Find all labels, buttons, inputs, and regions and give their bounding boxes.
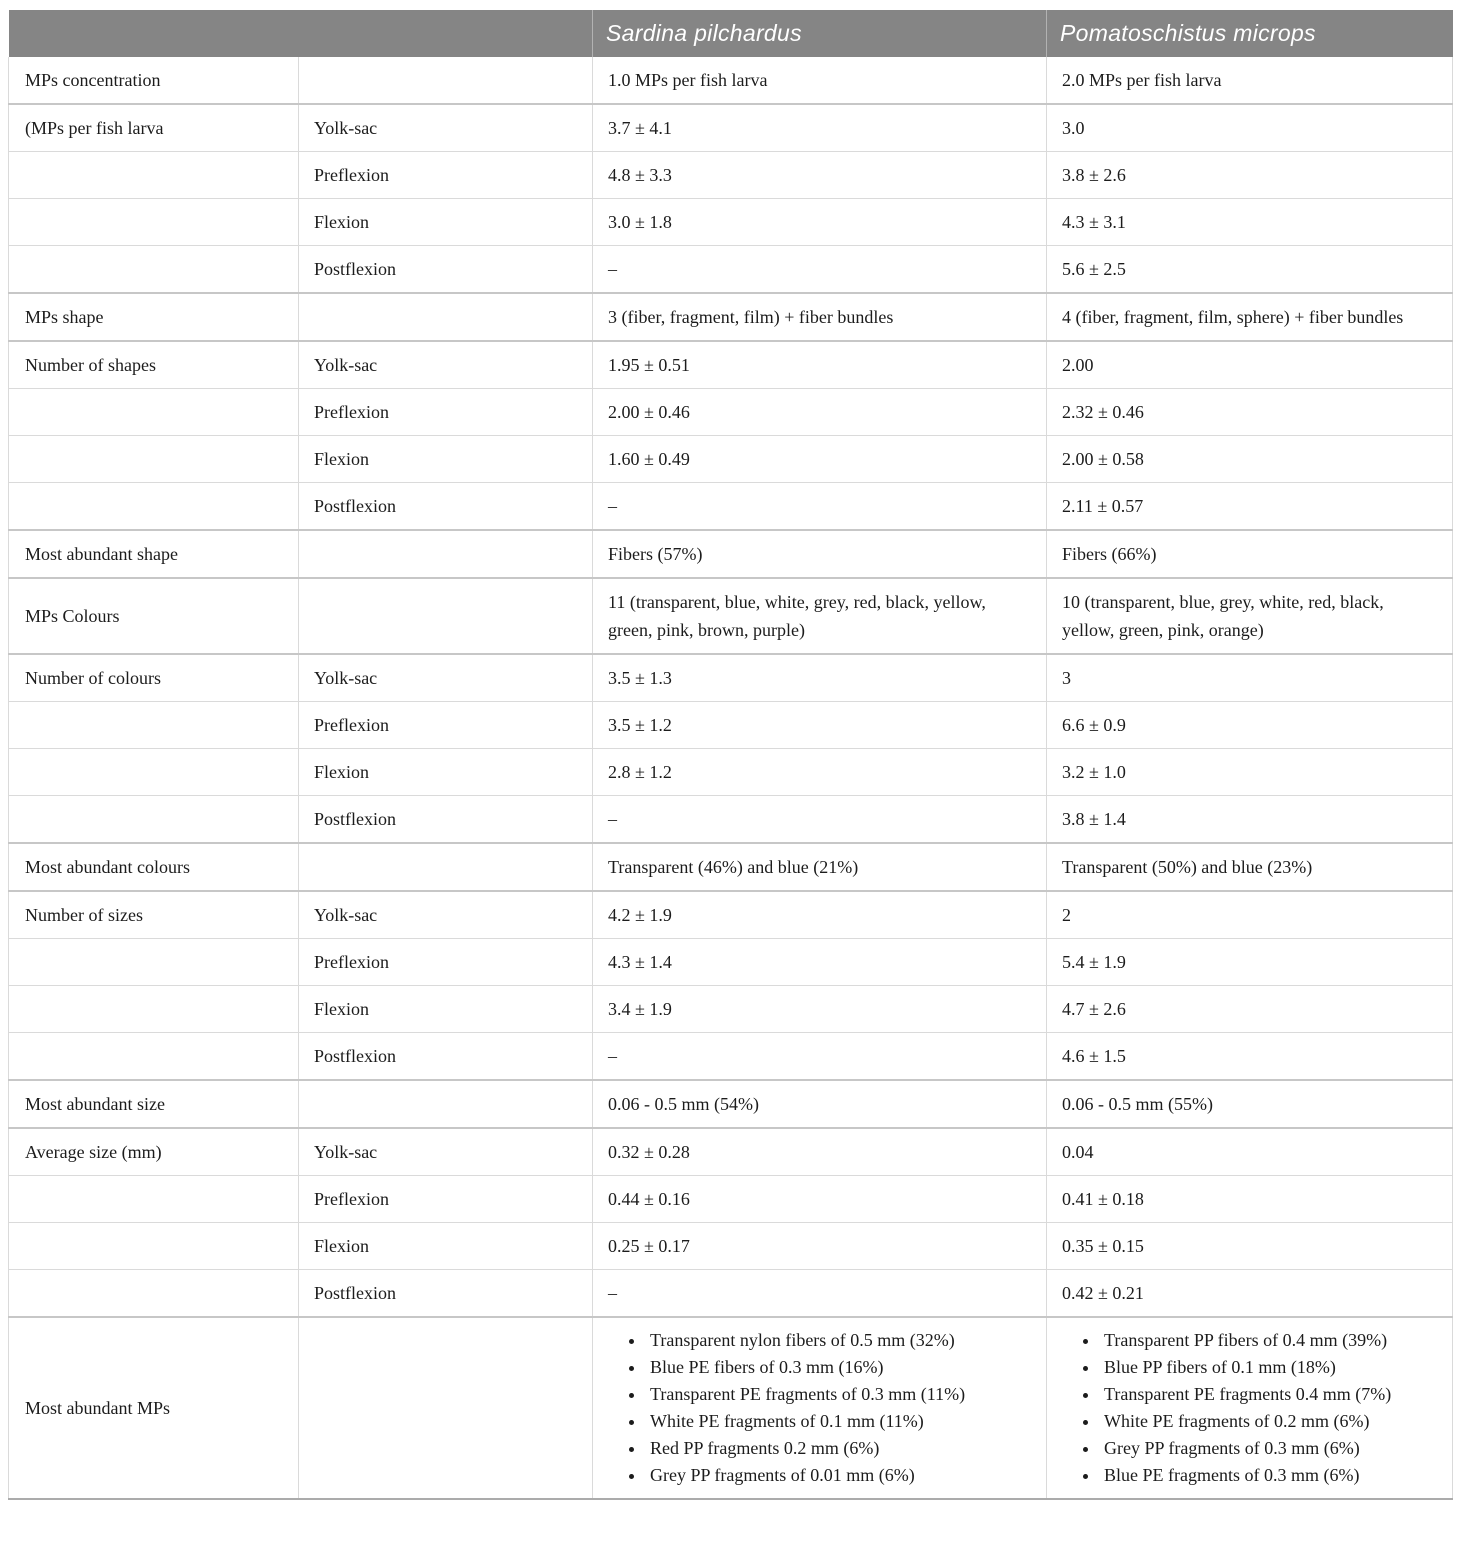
list-item: • White PE fragments of 0.2 mm (6%) (1100, 1408, 1437, 1435)
table-row (9, 1270, 1453, 1318)
stage-cell: Flexion (299, 1223, 593, 1270)
sardina-value-cell: 3 (fiber, fragment, film) + fiber bundles (593, 293, 1047, 341)
pomatoschistus-value-cell: 3.8 ± 1.4 (1047, 796, 1453, 844)
table-row (9, 341, 1453, 389)
sardina-value-cell: 1.60 ± 0.49 (593, 436, 1047, 483)
row-label-cell: Number of colours (9, 654, 299, 702)
stage-cell: Postflexion (299, 483, 593, 531)
list-item: • Grey PP fragments of 0.3 mm (6%) (1100, 1435, 1437, 1462)
row-label-cell: Most abundant shape (9, 530, 299, 578)
pomatoschistus-value-cell: 3.8 ± 2.6 (1047, 152, 1453, 199)
list-item: • Blue PE fibers of 0.3 mm (16%) (646, 1354, 1031, 1381)
sardina-value-cell: – (593, 1033, 1047, 1081)
list-item: • Transparent PE fragments 0.4 mm (7%) (1100, 1381, 1437, 1408)
list-item: • Transparent nylon fibers of 0.5 mm (32%) (646, 1327, 1031, 1354)
pomatoschistus-value-cell: 6.6 ± 0.9 (1047, 702, 1453, 749)
mps-characteristics-table-container (8, 10, 1452, 1500)
pomatoschistus-value-cell: 10 (transparent, blue, grey, white, red, black, yellow, green, pink, orange) (1047, 578, 1453, 654)
stage-cell: Yolk-sac (299, 891, 593, 939)
stage-cell: Preflexion (299, 702, 593, 749)
row-label-cell (9, 246, 299, 294)
row-label-cell: Most abundant colours (9, 843, 299, 891)
sardina-value-cell: 3.7 ± 4.1 (593, 104, 1047, 152)
pomatoschistus-value-cell: 4.6 ± 1.5 (1047, 1033, 1453, 1081)
stage-cell (299, 530, 593, 578)
pomatoschistus-value-cell: 2.00 (1047, 341, 1453, 389)
stage-cell: Yolk-sac (299, 654, 593, 702)
table-row (9, 57, 1453, 104)
table-row (9, 986, 1453, 1033)
stage-cell: Preflexion (299, 1176, 593, 1223)
sardina-value-cell: – (593, 796, 1047, 844)
table-row (9, 152, 1453, 199)
pomatoschistus-value-cell: 2.00 ± 0.58 (1047, 436, 1453, 483)
table-row (9, 483, 1453, 531)
row-label-cell (9, 702, 299, 749)
table-row (9, 1128, 1453, 1176)
row-label-cell (9, 199, 299, 246)
pomatoschistus-value-cell: 2 (1047, 891, 1453, 939)
sardina-value-cell: – (593, 246, 1047, 294)
column-header-pomatoschistus-microps: Pomatoschistus microps (1047, 10, 1453, 57)
list-item: • White PE fragments of 0.1 mm (11%) (646, 1408, 1031, 1435)
column-header-sardina-pilchardus: Sardina pilchardus (593, 10, 1047, 57)
table-row (9, 1080, 1453, 1128)
stage-cell (299, 1080, 593, 1128)
pomatoschistus-value-cell: 3.2 ± 1.0 (1047, 749, 1453, 796)
sardina-value-cell: Fibers (57%) (593, 530, 1047, 578)
stage-cell: Postflexion (299, 1033, 593, 1081)
table-row (9, 654, 1453, 702)
stage-cell: Postflexion (299, 796, 593, 844)
pomatoschistus-value-cell: Transparent (50%) and blue (23%) (1047, 843, 1453, 891)
pomatoschistus-value-cell: 0.41 ± 0.18 (1047, 1176, 1453, 1223)
row-label-cell: Number of sizes (9, 891, 299, 939)
sardina-value-cell: 2.8 ± 1.2 (593, 749, 1047, 796)
sardina-value-cell: 0.32 ± 0.28 (593, 1128, 1047, 1176)
row-label-cell: Most abundant size (9, 1080, 299, 1128)
pomatoschistus-value-cell: 2.0 MPs per fish larva (1047, 57, 1453, 104)
pomatoschistus-value-cell: 0.42 ± 0.21 (1047, 1270, 1453, 1318)
list-item: • Transparent PE fragments of 0.3 mm (11%) (646, 1381, 1031, 1408)
row-label-cell (9, 749, 299, 796)
row-label-cell: (MPs per fish larva (9, 104, 299, 152)
table-row (9, 702, 1453, 749)
row-label-cell (9, 796, 299, 844)
table-header (9, 10, 1453, 57)
stage-cell: Postflexion (299, 246, 593, 294)
table-row (9, 246, 1453, 294)
stage-cell (299, 293, 593, 341)
row-label-cell (9, 1270, 299, 1318)
pomatoschistus-value-cell: 2.11 ± 0.57 (1047, 483, 1453, 531)
pomatoschistus-value-cell: 4.3 ± 3.1 (1047, 199, 1453, 246)
sardina-value-cell: – (593, 483, 1047, 531)
stage-cell: Preflexion (299, 939, 593, 986)
table-row (9, 293, 1453, 341)
stage-cell: Flexion (299, 749, 593, 796)
mps-bullet-list (1062, 1327, 1437, 1489)
row-label-cell (9, 1176, 299, 1223)
stage-cell: Postflexion (299, 1270, 593, 1318)
sardina-value-cell: 3.0 ± 1.8 (593, 199, 1047, 246)
pomatoschistus-value-cell: 3.0 (1047, 104, 1453, 152)
pomatoschistus-value-cell: 0.35 ± 0.15 (1047, 1223, 1453, 1270)
table-row (9, 1033, 1453, 1081)
header-row (9, 10, 1453, 57)
table-row (9, 104, 1453, 152)
stage-cell: Flexion (299, 199, 593, 246)
sardina-value-cell (593, 1317, 1047, 1499)
table-row (9, 530, 1453, 578)
stage-cell: Preflexion (299, 389, 593, 436)
sardina-value-cell: 4.8 ± 3.3 (593, 152, 1047, 199)
table-row (9, 891, 1453, 939)
stage-cell (299, 57, 593, 104)
sardina-value-cell: 3.5 ± 1.3 (593, 654, 1047, 702)
sardina-value-cell: Transparent (46%) and blue (21%) (593, 843, 1047, 891)
sardina-value-cell: – (593, 1270, 1047, 1318)
pomatoschistus-value-cell: 5.6 ± 2.5 (1047, 246, 1453, 294)
list-item: • Grey PP fragments of 0.01 mm (6%) (646, 1462, 1031, 1489)
header-cell-empty-1 (9, 10, 299, 57)
stage-cell: Yolk-sac (299, 341, 593, 389)
row-label-cell: Average size (mm) (9, 1128, 299, 1176)
table-row (9, 796, 1453, 844)
row-label-cell: MPs Colours (9, 578, 299, 654)
stage-cell (299, 1317, 593, 1499)
list-item: • Blue PP fibers of 0.1 mm (18%) (1100, 1354, 1437, 1381)
pomatoschistus-value-cell: 0.06 - 0.5 mm (55%) (1047, 1080, 1453, 1128)
pomatoschistus-value-cell: 0.04 (1047, 1128, 1453, 1176)
sardina-value-cell: 4.3 ± 1.4 (593, 939, 1047, 986)
pomatoschistus-value-cell: Fibers (66%) (1047, 530, 1453, 578)
row-label-cell (9, 939, 299, 986)
sardina-value-cell: 0.25 ± 0.17 (593, 1223, 1047, 1270)
stage-cell: Yolk-sac (299, 1128, 593, 1176)
pomatoschistus-value-cell: 3 (1047, 654, 1453, 702)
stage-cell: Flexion (299, 986, 593, 1033)
table-row (9, 578, 1453, 654)
stage-cell: Flexion (299, 436, 593, 483)
table-row (9, 1176, 1453, 1223)
row-label-cell (9, 1223, 299, 1270)
table-row (9, 389, 1453, 436)
table-row (9, 199, 1453, 246)
header-cell-empty-2 (299, 10, 593, 57)
pomatoschistus-value-cell: 2.32 ± 0.46 (1047, 389, 1453, 436)
table-row (9, 843, 1453, 891)
table-row (9, 1223, 1453, 1270)
table-body (9, 57, 1453, 1499)
stage-cell (299, 843, 593, 891)
row-label-cell: MPs shape (9, 293, 299, 341)
table-row (9, 939, 1453, 986)
sardina-value-cell: 3.4 ± 1.9 (593, 986, 1047, 1033)
row-label-cell (9, 483, 299, 531)
row-label-cell (9, 986, 299, 1033)
pomatoschistus-value-cell: 4.7 ± 2.6 (1047, 986, 1453, 1033)
table-row (9, 436, 1453, 483)
sardina-value-cell: 4.2 ± 1.9 (593, 891, 1047, 939)
list-item: • Blue PE fragments of 0.3 mm (6%) (1100, 1462, 1437, 1489)
sardina-value-cell: 0.44 ± 0.16 (593, 1176, 1047, 1223)
table-row (9, 1317, 1453, 1499)
row-label-cell: MPs concentration (9, 57, 299, 104)
row-label-cell (9, 1033, 299, 1081)
sardina-value-cell: 0.06 - 0.5 mm (54%) (593, 1080, 1047, 1128)
list-item: • Red PP fragments 0.2 mm (6%) (646, 1435, 1031, 1462)
row-label-cell: Most abundant MPs (9, 1317, 299, 1499)
stage-cell (299, 578, 593, 654)
row-label-cell (9, 436, 299, 483)
table-row (9, 749, 1453, 796)
row-label-cell (9, 389, 299, 436)
row-label-cell (9, 152, 299, 199)
list-item: • Transparent PP fibers of 0.4 mm (39%) (1100, 1327, 1437, 1354)
stage-cell: Yolk-sac (299, 104, 593, 152)
sardina-value-cell: 1.95 ± 0.51 (593, 341, 1047, 389)
pomatoschistus-value-cell: 5.4 ± 1.9 (1047, 939, 1453, 986)
mps-bullet-list (608, 1327, 1031, 1489)
sardina-value-cell: 11 (transparent, blue, white, grey, red, black, yellow, green, pink, brown, purple) (593, 578, 1047, 654)
pomatoschistus-value-cell: 4 (fiber, fragment, film, sphere) + fiber bundles (1047, 293, 1453, 341)
row-label-cell: Number of shapes (9, 341, 299, 389)
sardina-value-cell: 1.0 MPs per fish larva (593, 57, 1047, 104)
sardina-value-cell: 2.00 ± 0.46 (593, 389, 1047, 436)
pomatoschistus-value-cell (1047, 1317, 1453, 1499)
sardina-value-cell: 3.5 ± 1.2 (593, 702, 1047, 749)
mps-characteristics-table (8, 10, 1453, 1500)
stage-cell: Preflexion (299, 152, 593, 199)
